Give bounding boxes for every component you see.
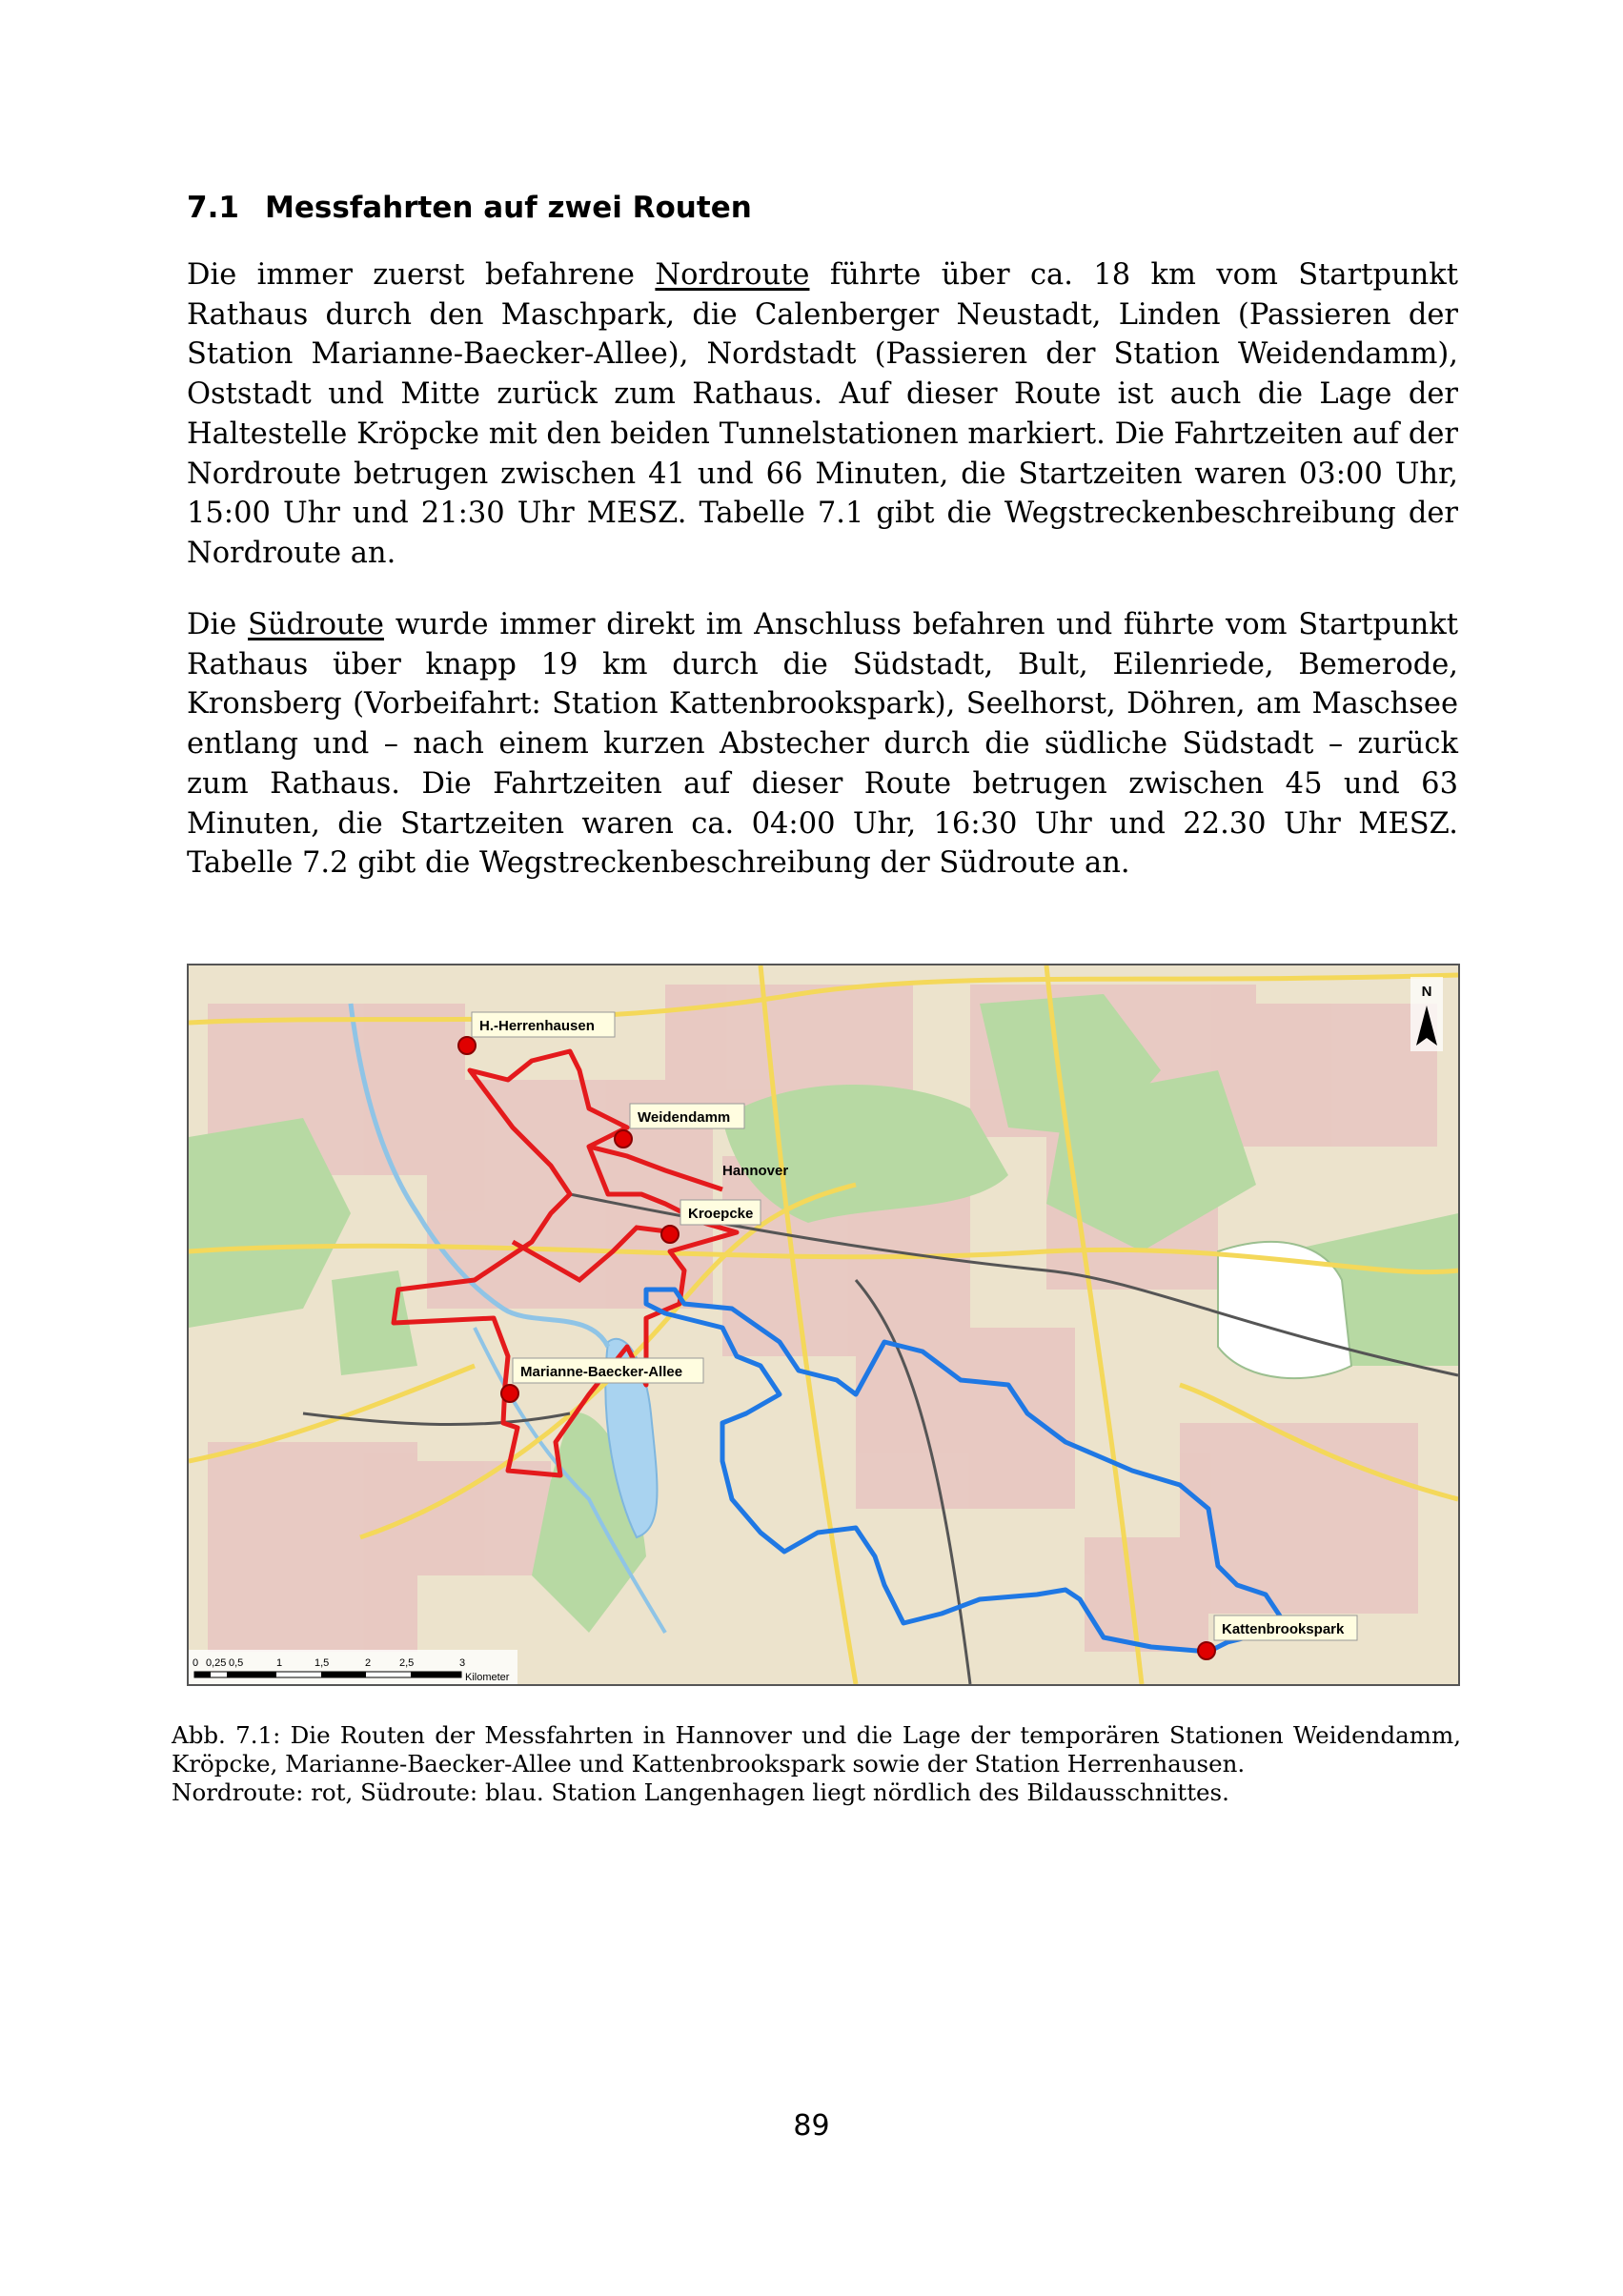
scale-tick: 3 [459, 1657, 466, 1669]
caption-line1: Abb. 7.1: Die Routen der Messfahrten in Hannover und die Lage der temporären Stationen Weidendamm, Kröpcke, Marianne-Baecker-Allee und Kattenbrookspark sowie der Station Herrenhausen. [172, 1721, 1461, 1778]
scale-tick: 0,5 [229, 1657, 244, 1669]
section-title: Messfahrten auf zwei Routen [265, 191, 752, 225]
station-marker-icon [458, 1037, 476, 1054]
figure-caption [172, 1721, 1461, 1807]
station-marker-icon [661, 1226, 679, 1243]
route-map-figure [187, 964, 1460, 1686]
north-label: N [1421, 984, 1432, 1000]
scale-tick: 1 [276, 1657, 283, 1669]
station-label: Kroepcke [688, 1206, 754, 1222]
scale-bar [189, 1650, 517, 1684]
nordroute-term: Nordroute [655, 258, 810, 292]
paragraph2-rest: wurde immer direkt im Anschluss befahren und führte vom Startpunkt Rathaus über knapp 19 km durch die Südstadt, Bult, Eilenriede, Bemerode, Kronsberg (Vorbeifahrt: Station Kattenbrookspark), Seelhorst, Döhren, am Maschsee entlang und – nach einem kurzen Abstecher durch die südliche Südstadt – zurück zum Rathaus. Die Fahrtzeiten auf dieser Route betrugen zwischen 45 und 63 Minuten, die Startzeiten waren ca. 04:00 Uhr, 16:30 Uhr und 22.30 Uhr MESZ. Tabelle 7.2 gibt die Wegstreckenbeschreibung der Südroute an. [187, 608, 1459, 881]
station-marker-icon [1198, 1642, 1215, 1659]
station-label: Weidendamm [638, 1109, 731, 1126]
paragraph-nordroute [187, 255, 1458, 574]
station-marker-icon [501, 1385, 518, 1402]
scale-tick: 0,25 [206, 1657, 227, 1669]
station-label: Marianne-Baecker-Allee [520, 1364, 683, 1380]
paragraph2-start: Die [187, 608, 248, 641]
paragraph1-start: Die immer zuerst befahrene [187, 258, 656, 292]
north-arrow-icon [1410, 977, 1443, 1051]
scale-tick: 2 [365, 1657, 372, 1669]
route-map [189, 965, 1458, 1684]
suedroute-term: Südroute [248, 608, 384, 641]
paragraph1-rest: führte über ca. 18 km vom Startpunkt Rathaus durch den Maschpark, die Calenberger Neustadt, Linden (Passieren der Station Marianne-Baecker-Allee), Nordstadt (Passieren der Station Weidendamm), Oststadt und Mitte zurück zum Rathaus. Auf dieser Route ist auch die Lage der Haltestelle Kröpcke mit den beiden Tunnelstationen markiert. Die Fahrtzeiten auf der Nordroute betrugen zwischen 41 und 66 Minuten, die Startzeiten waren 03:00 Uhr, 15:00 Uhr und 21:30 Uhr MESZ. Tabelle 7.1 gibt die Wegstreckenbeschreibung der Nordroute an. [187, 258, 1458, 570]
scale-tick: 1,5 [314, 1657, 330, 1669]
city-label: Hannover [722, 1163, 789, 1179]
station-marker-icon [615, 1130, 632, 1148]
paragraph-suedroute [187, 605, 1458, 884]
page-number: 89 [793, 2109, 830, 2143]
caption-line2: Nordroute: rot, Südroute: blau. Station Langenhagen liegt nördlich des Bildausschnittes. [172, 1778, 1229, 1806]
section-heading [187, 191, 752, 225]
station-label: H.-Herrenhausen [479, 1018, 595, 1034]
scale-tick: 0 [193, 1657, 199, 1669]
station-label: Kattenbrookspark [1222, 1621, 1345, 1637]
scale-unit: Kilometer [465, 1672, 510, 1683]
scale-tick: 2,5 [399, 1657, 415, 1669]
section-number: 7.1 [187, 191, 239, 225]
